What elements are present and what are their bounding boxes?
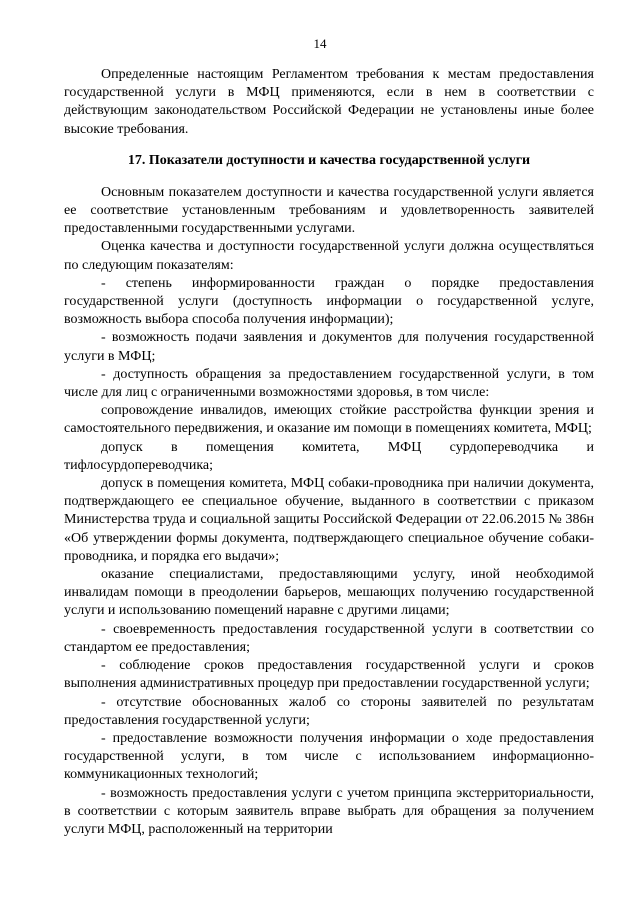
- document-body: [64, 66, 594, 839]
- paragraph-assessment: Оценка качества и доступности государственной услуги должна осуществляться по следующим показателям:: [64, 239, 594, 273]
- paragraph-accompaniment: сопровождение инвалидов, имеющих стойкие расстройства функции зрения и самостоятельного передвижения, и оказание им помощи в помещениях комитета, МФЦ;: [64, 403, 594, 437]
- list-item-progress-information: - предоставление возможности получения информации о ходе предоставления государственной услуги, в том числе с использованием информационно-коммуникационных технологий;: [64, 730, 594, 783]
- paragraph-guide-dog-admission: допуск в помещения комитета, МФЦ собаки-проводника при наличии документа, подтверждающего ее специальное обучение, выданного в соответствии с приказом Министерства труда и социальной защиты Российской Федерации от 22.06.2015 № 386н «Об утверждении формы документа, подтверждающего специальное обучение собаки-проводника, и порядка его выдачи»;: [64, 476, 594, 564]
- section-heading: 17. Показатели доступности и качества государственной услуги: [127, 152, 531, 168]
- list-item-timeliness: - своевременность предоставления государственной услуги в соответствии со стандартом ее предоставления;: [64, 621, 594, 655]
- paragraph-specialist-assistance: оказание специалистами, предоставляющими услугу, иной необходимой инвалидам помощи в преодолении барьеров, мешающих получению государственной услуги и использованию помещений наравне с другими лицами;: [64, 567, 594, 619]
- list-item-extraterritoriality: - возможность предоставления услуги с учетом принципа экстерриториальности, в соответствии с которым заявитель вправе выбрать для обращения за получением услуги МФЦ, расположенный на территории: [64, 785, 594, 837]
- intro-paragraph: Определенные настоящим Регламентом требования к местам предоставления государственной услуги в МФЦ применяются, если в нем в соответствии с действующим законодательством Российской Федерации не установлены иные более высокие требования.: [64, 67, 594, 137]
- list-item-deadlines: - соблюдение сроков предоставления государственной услуги и сроков выполнения административных процедур при предоставлении государственной услуги;: [64, 658, 594, 692]
- list-item-application-possibility: - возможность подачи заявления и документов для получения государственной услуги в МФЦ;: [64, 330, 594, 364]
- list-item-awareness: - степень информированности граждан о порядке предоставления государственной услуги (доступность информации о государственной услуге, возможность выбора способа получения информации);: [64, 275, 594, 328]
- list-item-accessibility: - доступность обращения за предоставлением государственной услуги, в том числе для лиц с ограниченными возможностями здоровья, в том числе:: [64, 366, 594, 401]
- list-item-no-complaints: - отсутствие обоснованных жалоб со стороны заявителей по результатам предоставления государственной услуги;: [64, 694, 594, 728]
- paragraph-interpreter-admission: допуск в помещения комитета, МФЦ сурдопереводчика и тифлосурдопереводчика;: [64, 439, 594, 473]
- page-number: 14: [313, 36, 327, 51]
- paragraph-main-indicator: Основным показателем доступности и качества государственной услуги является ее соответствие установленным требованиям и удовлетворенность заявителей предоставленными государственными услугами.: [64, 184, 594, 237]
